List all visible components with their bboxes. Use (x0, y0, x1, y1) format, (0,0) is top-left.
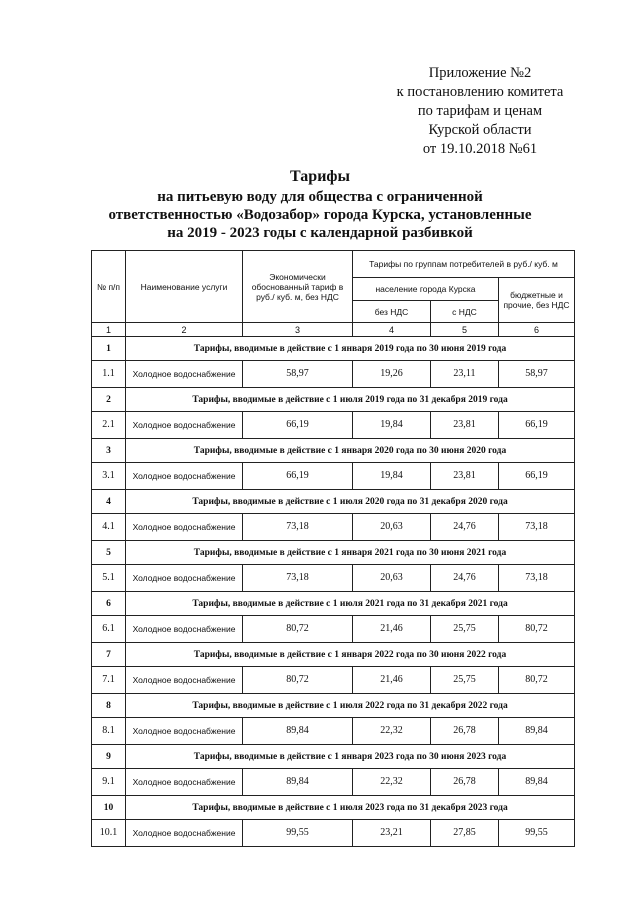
title-line: на 2019 - 2023 годы с календарной разбивкой (167, 225, 473, 241)
row-with-vat: 26,78 (431, 718, 499, 745)
row-budget: 73,18 (499, 514, 575, 541)
header-groups: Тарифы по группам потребителей в руб./ куб. м (353, 251, 575, 278)
period-title: Тарифы, вводимые в действие с 1 января 2023 года по 30 июня 2023 года (126, 745, 575, 769)
period-row (92, 439, 575, 463)
row-number: 4.1 (92, 514, 126, 541)
row-budget: 66,19 (499, 463, 575, 490)
table-row (92, 718, 575, 745)
period-number: 1 (92, 337, 126, 361)
row-number: 7.1 (92, 667, 126, 694)
row-without-vat: 21,46 (353, 667, 431, 694)
row-econ-tariff: 66,19 (243, 412, 353, 439)
column-number: 2 (126, 323, 243, 337)
row-service: Холодное водоснабжение (126, 616, 243, 643)
period-row (92, 541, 575, 565)
row-service: Холодное водоснабжение (126, 412, 243, 439)
row-service: Холодное водоснабжение (126, 565, 243, 592)
period-row (92, 388, 575, 412)
period-title: Тарифы, вводимые в действие с 1 января 2022 года по 30 июня 2022 года (126, 643, 575, 667)
appendix-block (370, 64, 590, 159)
row-without-vat: 19,26 (353, 361, 431, 388)
row-econ-tariff: 58,97 (243, 361, 353, 388)
row-without-vat: 20,63 (353, 565, 431, 592)
period-row (92, 643, 575, 667)
title-line: на питьевую воду для общества с ограниченной (157, 189, 483, 205)
period-number: 3 (92, 439, 126, 463)
row-service: Холодное водоснабжение (126, 820, 243, 847)
row-without-vat: 21,46 (353, 616, 431, 643)
row-number: 3.1 (92, 463, 126, 490)
row-econ-tariff: 73,18 (243, 565, 353, 592)
row-econ-tariff: 66,19 (243, 463, 353, 490)
header-service: Наименование услуги (126, 251, 243, 323)
row-budget: 66,19 (499, 412, 575, 439)
period-title: Тарифы, вводимые в действие с 1 января 2019 года по 30 июня 2019 года (126, 337, 575, 361)
header-econ: Экономически обоснованный тариф в руб./ куб. м, без НДС (243, 251, 353, 323)
period-title: Тарифы, вводимые в действие с 1 июля 2019 года по 31 декабря 2019 года (126, 388, 575, 412)
table-row (92, 565, 575, 592)
period-title: Тарифы, вводимые в действие с 1 июля 2022 года по 31 декабря 2022 года (126, 694, 575, 718)
header-without-vat: без НДС (353, 301, 431, 323)
row-with-vat: 27,85 (431, 820, 499, 847)
row-number: 6.1 (92, 616, 126, 643)
row-budget: 73,18 (499, 565, 575, 592)
period-number: 10 (92, 796, 126, 820)
appendix-line: по тарифам и ценам (417, 103, 543, 119)
row-budget: 99,55 (499, 820, 575, 847)
row-econ-tariff: 80,72 (243, 616, 353, 643)
table-row (92, 820, 575, 847)
period-number: 5 (92, 541, 126, 565)
row-service: Холодное водоснабжение (126, 667, 243, 694)
period-title: Тарифы, вводимые в действие с 1 января 2020 года по 30 июня 2020 года (126, 439, 575, 463)
appendix-line: Курской области (428, 122, 532, 138)
row-with-vat: 24,76 (431, 565, 499, 592)
title-main: Тарифы (290, 168, 350, 185)
appendix-line: к постановлению комитета (396, 84, 564, 100)
column-number: 3 (243, 323, 353, 337)
row-without-vat: 22,32 (353, 769, 431, 796)
row-with-vat: 26,78 (431, 769, 499, 796)
row-with-vat: 23,11 (431, 361, 499, 388)
period-title: Тарифы, вводимые в действие с 1 июля 2023 года по 31 декабря 2023 года (126, 796, 575, 820)
period-number: 8 (92, 694, 126, 718)
period-row (92, 490, 575, 514)
row-with-vat: 25,75 (431, 667, 499, 694)
row-number: 2.1 (92, 412, 126, 439)
header-with-vat: с НДС (431, 301, 499, 323)
period-row (92, 337, 575, 361)
row-budget: 89,84 (499, 769, 575, 796)
table-row (92, 769, 575, 796)
period-row (92, 592, 575, 616)
row-budget: 80,72 (499, 616, 575, 643)
period-number: 9 (92, 745, 126, 769)
row-with-vat: 23,81 (431, 412, 499, 439)
row-with-vat: 25,75 (431, 616, 499, 643)
row-number: 8.1 (92, 718, 126, 745)
header-population: население города Курска (353, 278, 499, 301)
row-service: Холодное водоснабжение (126, 718, 243, 745)
row-number: 9.1 (92, 769, 126, 796)
period-number: 2 (92, 388, 126, 412)
column-number: 4 (353, 323, 431, 337)
table-row (92, 667, 575, 694)
row-service: Холодное водоснабжение (126, 463, 243, 490)
appendix-line: Приложение №2 (428, 65, 532, 81)
row-with-vat: 23,81 (431, 463, 499, 490)
period-title: Тарифы, вводимые в действие с 1 июля 2020 года по 31 декабря 2020 года (126, 490, 575, 514)
row-number: 1.1 (92, 361, 126, 388)
period-row (92, 694, 575, 718)
appendix-line: от 19.10.2018 №61 (422, 141, 538, 157)
row-econ-tariff: 73,18 (243, 514, 353, 541)
row-econ-tariff: 80,72 (243, 667, 353, 694)
table-row (92, 361, 575, 388)
row-without-vat: 22,32 (353, 718, 431, 745)
period-title: Тарифы, вводимые в действие с 1 июля 2021 года по 31 декабря 2021 года (126, 592, 575, 616)
title-line: ответственностью «Водозабор» города Курска, установленные (108, 207, 532, 223)
row-without-vat: 20,63 (353, 514, 431, 541)
table-row (92, 616, 575, 643)
column-number: 5 (431, 323, 499, 337)
period-number: 6 (92, 592, 126, 616)
row-with-vat: 24,76 (431, 514, 499, 541)
period-row (92, 745, 575, 769)
tariff-table (91, 250, 575, 847)
row-without-vat: 19,84 (353, 412, 431, 439)
header-num: № п/п (92, 251, 126, 323)
row-budget: 80,72 (499, 667, 575, 694)
header-budget: бюджетные и прочие, без НДС (499, 278, 575, 323)
period-number: 4 (92, 490, 126, 514)
row-budget: 58,97 (499, 361, 575, 388)
table-row (92, 412, 575, 439)
period-title: Тарифы, вводимые в действие с 1 января 2021 года по 30 июня 2021 года (126, 541, 575, 565)
column-number: 6 (499, 323, 575, 337)
row-econ-tariff: 99,55 (243, 820, 353, 847)
row-econ-tariff: 89,84 (243, 718, 353, 745)
table-row (92, 514, 575, 541)
row-budget: 89,84 (499, 718, 575, 745)
table-row (92, 463, 575, 490)
row-number: 5.1 (92, 565, 126, 592)
row-econ-tariff: 89,84 (243, 769, 353, 796)
row-service: Холодное водоснабжение (126, 769, 243, 796)
column-number: 1 (92, 323, 126, 337)
row-without-vat: 19,84 (353, 463, 431, 490)
period-number: 7 (92, 643, 126, 667)
row-service: Холодное водоснабжение (126, 514, 243, 541)
row-without-vat: 23,21 (353, 820, 431, 847)
period-row (92, 796, 575, 820)
row-service: Холодное водоснабжение (126, 361, 243, 388)
row-number: 10.1 (92, 820, 126, 847)
document-title (60, 168, 580, 242)
